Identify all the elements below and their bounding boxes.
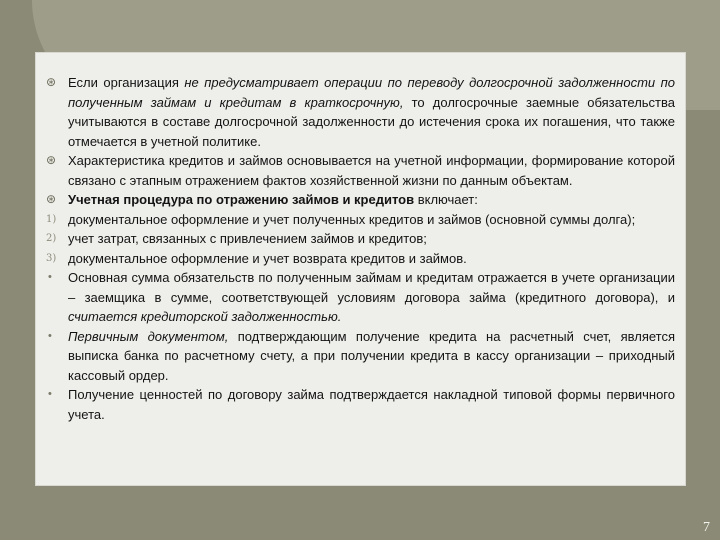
item-text: Основная сумма обязательств по полученным займам и кредитам отражается в учете организации – заемщика в сумме, соответствующей условиям договора займа (кредитного договора), и (68, 270, 675, 305)
slide-panel (35, 52, 686, 486)
item-text: то долгосрочные заемные обязательства учитываются в составе долгосрочной задолженности до истечения срока их погашения, что также отмечается в учетной политике. (68, 94, 676, 149)
item-text: Характеристика кредитов и займов основывается на учетной информации, формирование которой связано с этапным отражением фактов хозяйственной жизни по данным объектам. (68, 153, 675, 188)
item-text-italic: Первичным документом, (68, 328, 229, 344)
list-item (36, 327, 687, 386)
bullet-symbol-icon: ⊛ (46, 75, 57, 89)
item-text: Получение ценностей по договору займа подтверждается накладной типовой формы первичного учета. (68, 387, 675, 422)
item-text-italic: считается кредиторской задолженностью. (68, 309, 342, 324)
item-text: включает: (414, 192, 478, 207)
list-item (36, 249, 687, 269)
list-item (36, 151, 687, 190)
bullet-dot-icon: • (48, 329, 52, 342)
item-text: документальное оформление и учет возврата кредитов и займов. (68, 250, 467, 266)
list-number: 3) (46, 252, 57, 264)
list-number: 1) (46, 213, 57, 225)
bullet-symbol-icon: ⊛ (46, 153, 57, 167)
list-item (36, 190, 687, 210)
item-text: учет затрат, связанных с привлечением займов и кредитов; (68, 231, 427, 246)
list-item (36, 73, 687, 151)
item-text-italic: не предусматривает операции по переводу долгосрочной задолженности по полученным займам и кредитам в краткосрочную, (68, 75, 675, 110)
bullet-symbol-icon: ⊛ (46, 192, 57, 206)
page-number: 7 (703, 520, 710, 535)
bullet-dot-icon: • (48, 271, 52, 283)
bullet-list (36, 73, 687, 424)
item-text: Если организация (68, 75, 185, 90)
list-item (36, 268, 687, 327)
list-item (36, 229, 687, 249)
item-text: документальное оформление и учет полученных кредитов и займов (основной суммы долга); (68, 211, 636, 227)
bullet-dot-icon: • (48, 388, 52, 400)
list-item (36, 210, 687, 230)
list-item (36, 385, 687, 424)
list-number: 2) (46, 233, 57, 244)
item-text-bold: Учетная процедура по отражению займов и кредитов (68, 192, 415, 207)
item-text: подтверждающим получение кредита на расчетный счет, является выписка банка по расчетному счету, а при получении кредита в кассу организации – приходный кассовый ордер. (68, 328, 675, 383)
